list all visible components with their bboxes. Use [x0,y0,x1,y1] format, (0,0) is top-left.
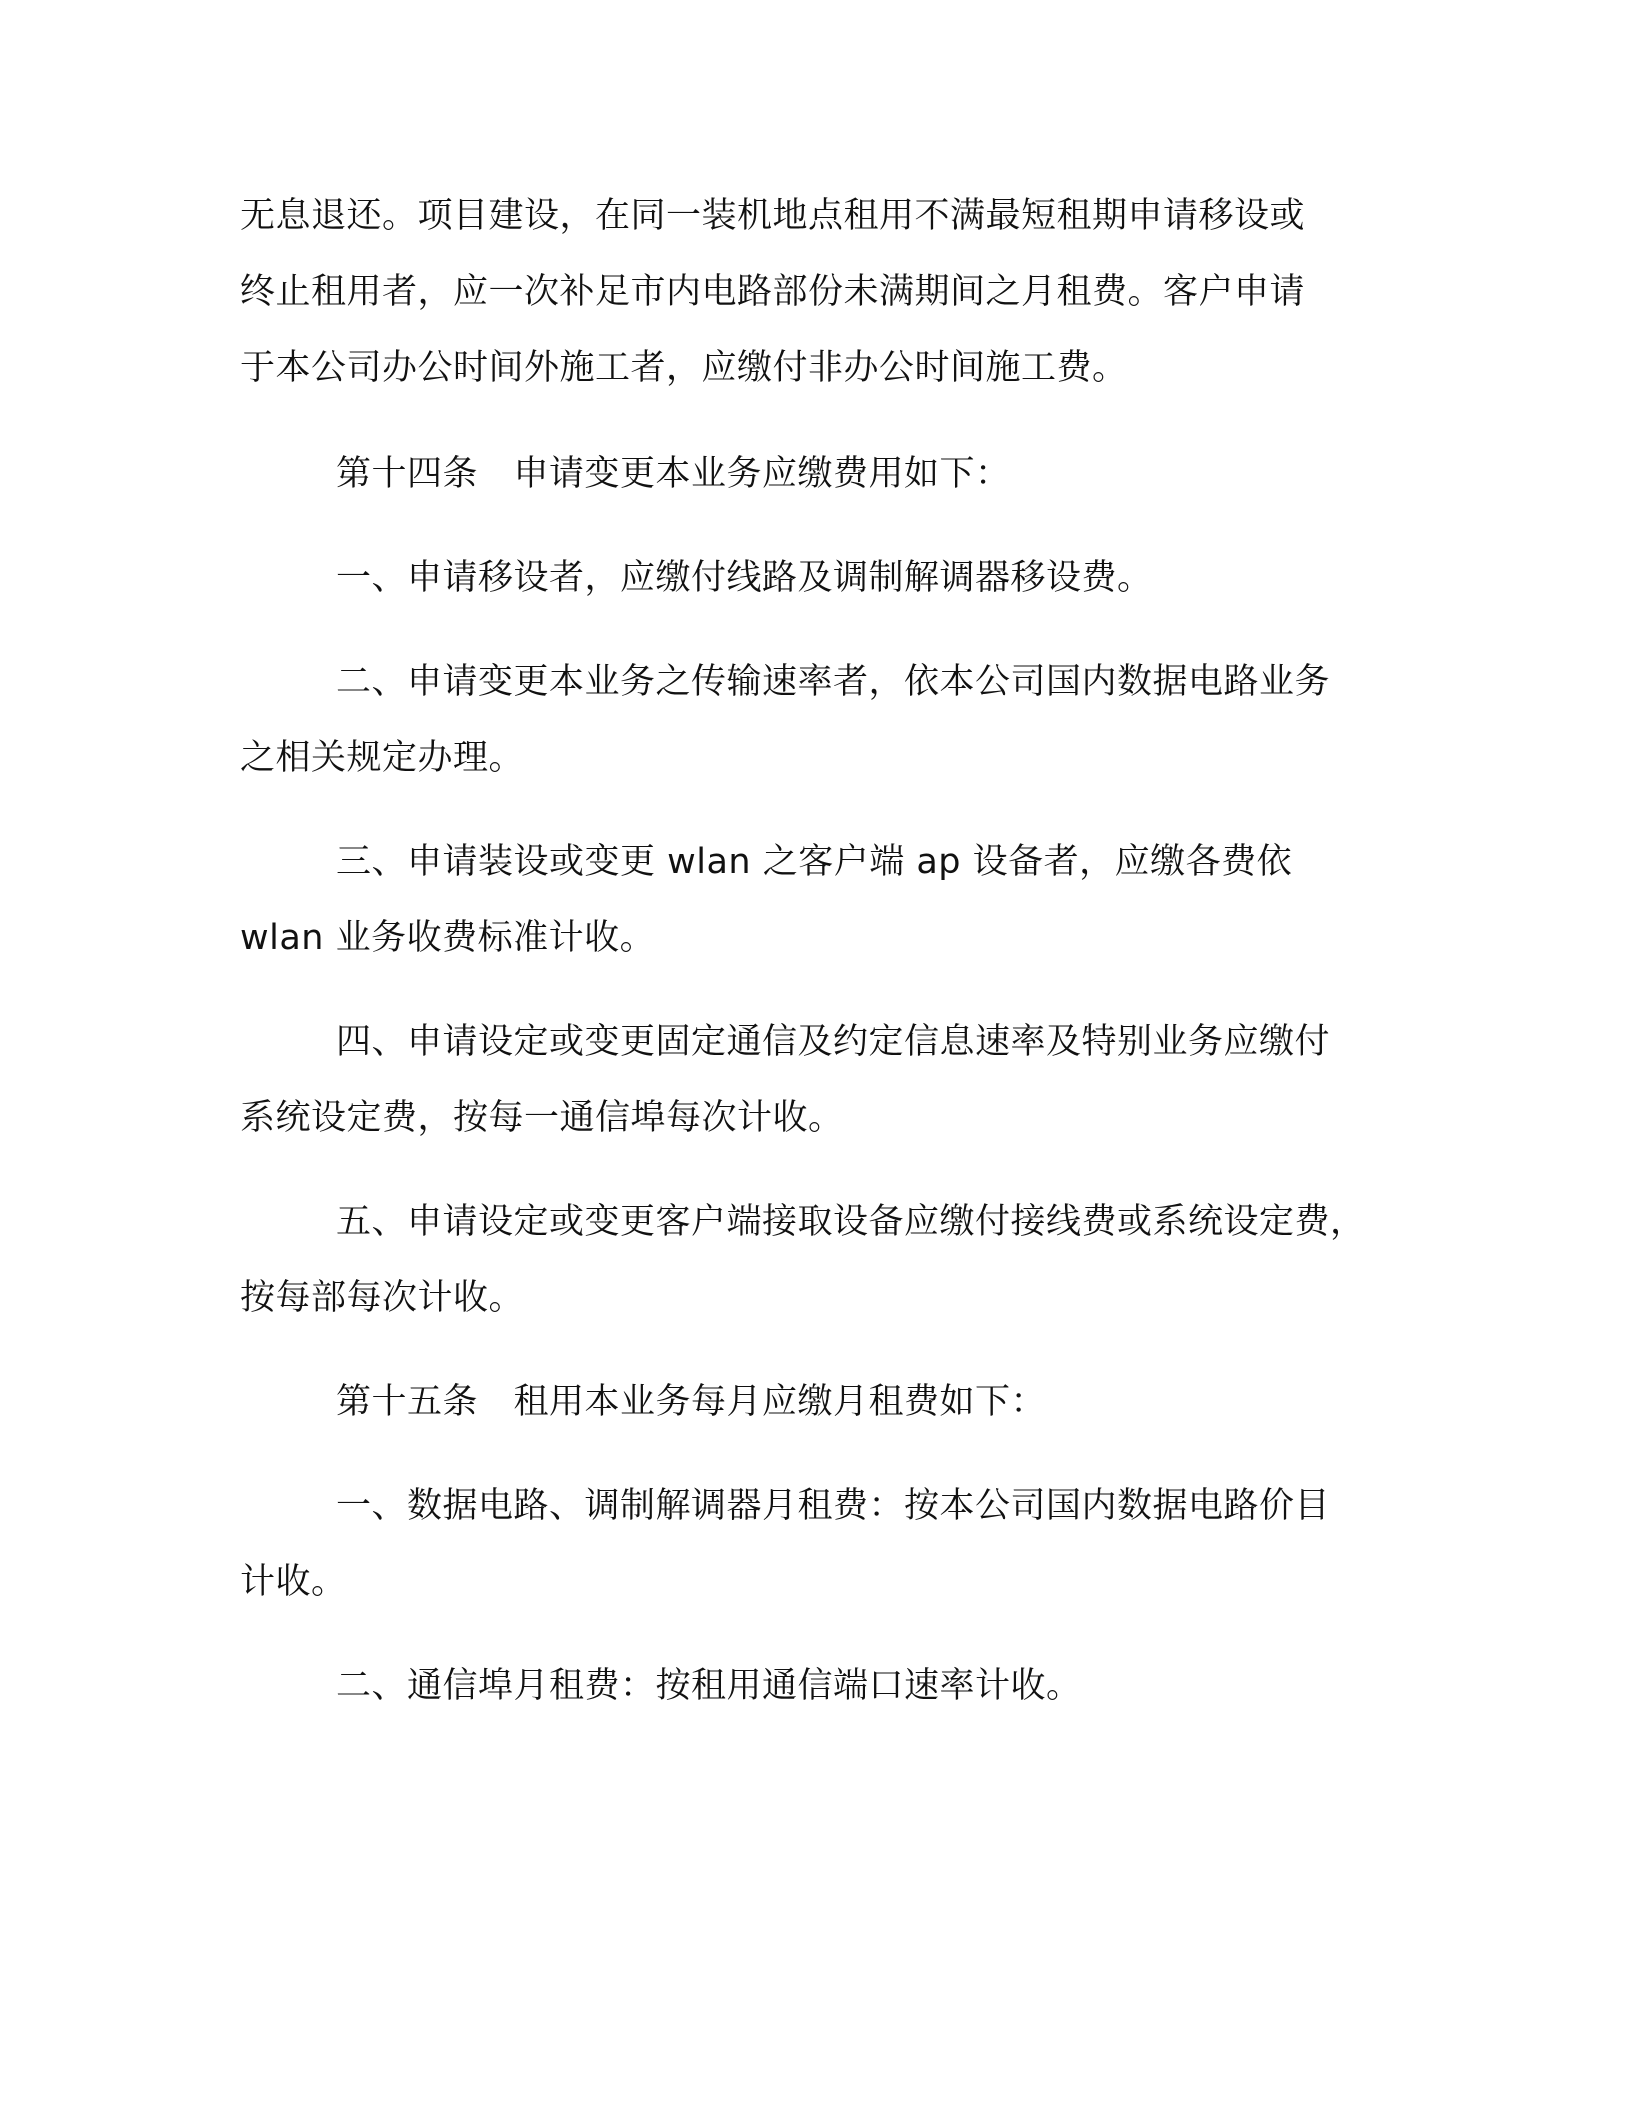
list-item: 三、申请装设或变更 wlan 之客户端 ap 设备者，应缴各费依 [336,842,1293,882]
list-item: 一、申请移设者，应缴付线路及调制解调器移设费。 [336,558,1153,598]
list-item-continuation: wlan 业务收费标准计收。 [240,918,656,958]
list-item: 二、申请变更本业务之传输速率者，依本公司国内数据电路业务 [336,662,1331,702]
paragraph-line: 无息退还。项目建设，在同一装机地点租用不满最短租期申请移设或 [240,196,1306,236]
list-item: 一、数据电路、调制解调器月租费：按本公司国内数据电路价目 [336,1486,1331,1526]
article-14-heading: 第十四条 申请变更本业务应缴费用如下： [336,454,1011,494]
paragraph-line: 终止租用者，应一次补足市内电路部份未满期间之月租费。客户申请 [240,272,1306,312]
list-item-continuation: 系统设定费，按每一通信埠每次计收。 [240,1098,844,1138]
list-item-continuation: 之相关规定办理。 [240,738,525,778]
list-item: 二、通信埠月租费：按租用通信端口速率计收。 [336,1666,1082,1706]
article-15-heading: 第十五条 租用本业务每月应缴月租费如下： [336,1382,1047,1422]
list-item: 四、申请设定或变更固定通信及约定信息速率及特别业务应缴付 [336,1022,1331,1062]
list-item-continuation: 按每部每次计收。 [240,1278,525,1318]
list-item-continuation: 计收。 [240,1562,347,1602]
list-item: 五、申请设定或变更客户端接取设备应缴付接线费或系统设定费， [336,1202,1366,1242]
paragraph-line: 于本公司办公时间外施工者，应缴付非办公时间施工费。 [240,348,1128,388]
